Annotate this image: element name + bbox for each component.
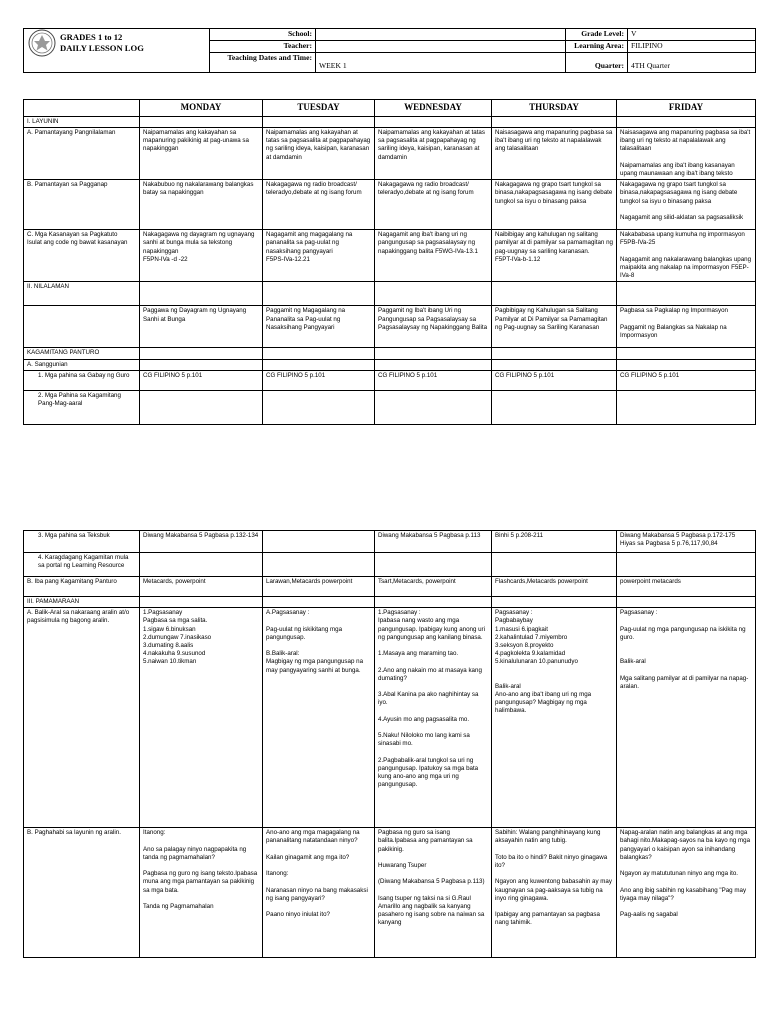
cell-tuesday: Naipamamalas ang kakayahan at tatas sa pagsasalita at pagpapahayag ng sariling ideya, kaisipan, karanasan at damdamin [263, 128, 375, 180]
page-2-rows [24, 531, 756, 958]
page-1-row [24, 370, 756, 390]
cell-wednesday: 1.Pagsasanay : Ipabasa nang wasto ang mga pangungusap. Ipabigay kung anong uri ng pangungusap ang kanilang binasa. 1.Masaya ang maraming tao. 2.Ano ang nakain mo at masaya kang dumating? 3.Abal Kanina pa ako naghihintay sa iyo. 4.Ayusin mo ang pagsasalita mo. 5.Naku! Niloloko mo lang kami sa sinasabi mo. 2.Pagbabalik-aral tungkol sa uri ng pangungusap. Ipatukoy sa mga bata kung ano-ano ang mga uri ng pangungusap. [375, 608, 492, 828]
deped-seal-logo [28, 29, 56, 57]
cell-tuesday [263, 597, 375, 608]
cell-thursday [492, 116, 617, 127]
page-2-row [24, 577, 756, 597]
page-2-row [24, 597, 756, 608]
cell-friday [617, 390, 756, 424]
quarter-value: 4TH Quarter [628, 53, 756, 73]
cell-tuesday: CG FILIPINO 5 p.101 [263, 370, 375, 390]
cell-wednesday: Diwang Makabansa 5 Pagbasa p.113 [375, 531, 492, 553]
grade-level-label: Grade Level: [566, 29, 628, 41]
cell-wednesday: Tsart,Metacards, powerpoint [375, 577, 492, 597]
cell-tuesday [263, 553, 375, 577]
cell-monday: Paggawa ng Dayagram ng Ugnayang Sanhi at Bunga [140, 306, 263, 348]
row-label: B. Iba pang Kagamitang Panturo [24, 577, 140, 597]
cell-tuesday [263, 531, 375, 553]
cell-tuesday: Larawan,Metacards powerpoint [263, 577, 375, 597]
lesson-log-page-2 [23, 530, 755, 958]
row-label: I. LAYUNIN [24, 116, 140, 127]
cell-friday: CG FILIPINO 5 p.101 [617, 370, 756, 390]
cell-thursday [492, 282, 617, 306]
cell-thursday [492, 553, 617, 577]
cell-wednesday: CG FILIPINO 5 p.101 [375, 370, 492, 390]
teacher-label: Teacher: [210, 41, 316, 53]
page-1-row [24, 348, 756, 359]
cell-friday: Nakababasa upang kumuha ng impormasyon F5PB-IVa-25 Nagagamit ang nakalarawang balangkas upang maipakita ang nakalap na impormasyon F5EP-IVa-8 [617, 230, 756, 282]
cell-thursday: Naibibigay ang kahulugan ng salitang pamilyar at di pamilyar sa pamamagitan ng pag-uugnay sa sariling karanasan. F5PT-IVa-b-1.12 [492, 230, 617, 282]
row-label: 1. Mga pahina sa Gabay ng Guro [24, 370, 140, 390]
cell-wednesday [375, 390, 492, 424]
cell-friday [617, 553, 756, 577]
day-wednesday: WEDNESDAY [375, 100, 492, 117]
cell-monday: Nakagagawa ng dayagram ng ugnayang sanhi at bunga mula sa tekstong napakinggan F5PN-IVa -d -22 [140, 230, 263, 282]
row-label: A. Balik-Aral sa nakaraang aralin at/o pagsisimula ng bagong aralin. [24, 608, 140, 828]
days-corner [24, 100, 140, 117]
header-table [23, 28, 756, 73]
cell-monday [140, 282, 263, 306]
cell-thursday: Pagbibigay ng Kahulugan sa Salitang Pamilyar at Di Pamilyar sa Pamamagitan ng Pag-uugnay sa Sariling Karanasan [492, 306, 617, 348]
learning-area-value: FILIPINO [628, 41, 756, 53]
cell-friday [617, 116, 756, 127]
cell-thursday: Naisasagawa ang mapanuring pagbasa sa iba't ibang uri ng teksto at napalalawak ang talasalitaan [492, 128, 617, 180]
cell-tuesday [263, 390, 375, 424]
cell-thursday [492, 597, 617, 608]
row-label: III. PAMAMARAAN [24, 597, 140, 608]
page-1-row [24, 306, 756, 348]
lesson-table-page-2 [23, 530, 756, 958]
school-value [316, 29, 566, 41]
cell-friday [617, 597, 756, 608]
cell-thursday [492, 359, 617, 370]
cell-tuesday: Nakagagawa ng radio broadcast/ teleradyo,debate at ng isang forum [263, 180, 375, 230]
header-brand [24, 29, 210, 73]
cell-monday: 1.Pagsasanay Pagbasa sa mga salita. 1.sigaw 6.binuksan 2.dumungaw 7.inasikaso 3.dumating 8.aalis 4.nakakuha 9.susunod 5.naiwan 10.tikman [140, 608, 263, 828]
cell-tuesday [263, 359, 375, 370]
cell-friday [617, 348, 756, 359]
row-label: 3. Mga pahina sa Teksbuk [24, 531, 140, 553]
day-friday: FRIDAY [617, 100, 756, 117]
cell-wednesday [375, 348, 492, 359]
cell-monday: Nakabubuo ng nakalarawang balangkas batay sa napakinggan [140, 180, 263, 230]
cell-thursday: Flashcards,Metacards powerpoint [492, 577, 617, 597]
page-1-row [24, 282, 756, 306]
cell-monday [140, 553, 263, 577]
cell-thursday: Pagsasanay : Pagbabaybay 1.masusi 6.ipagkait 2.kahalintulad 7.miyembro 3.seksyon 8.proyekto 4.pagkolekta 9.kalamidad 5.kinalulunaran 10.panunudyo Balik-aral Ano-ano ang iba't ibang uri ng mga pangungusap? Magbigay ng mga halimbawa. [492, 608, 617, 828]
cell-friday [617, 359, 756, 370]
row-label [24, 306, 140, 348]
cell-wednesday: Naipamamalas ang kakayahan at tatas sa pagsasalita at pagpapahayag ng sariling ideya, kaisipan, karanasan at damdamin [375, 128, 492, 180]
page-1-row [24, 116, 756, 127]
cell-thursday: CG FILIPINO 5 p.101 [492, 370, 617, 390]
cell-friday [617, 282, 756, 306]
cell-thursday: Sabihin: Walang panghihinayang kung aksayahin natin ang tubig. Toto ba ito o hindi? Bakit ninyo ginagawa ito? Ngayon ang kuwentong babasahin ay may kaugnayan sa pag-aaksaya sa tubig na inyo ring ginagawa. Ipabigay ang pamantayan sa pagbasa nang tahimik. [492, 828, 617, 958]
day-monday: MONDAY [140, 100, 263, 117]
row-label: B. Paghahabi sa layunin ng aralin. [24, 828, 140, 958]
cell-wednesday [375, 282, 492, 306]
cell-monday [140, 348, 263, 359]
page-1-row [24, 359, 756, 370]
teaching-dates-label: Teaching Dates and Time: [210, 53, 316, 73]
cell-friday: powerpoint metacards [617, 577, 756, 597]
cell-monday: Diwang Makabansa 5 Pagbasa p.132-134 [140, 531, 263, 553]
cell-wednesday [375, 553, 492, 577]
cell-thursday [492, 390, 617, 424]
lesson-log-page-1 [23, 28, 755, 425]
days-header-row [24, 100, 756, 117]
day-tuesday: TUESDAY [263, 100, 375, 117]
cell-monday: CG FILIPINO 5 p.101 [140, 370, 263, 390]
cell-monday: Metacards, powerpoint [140, 577, 263, 597]
row-label: KAGAMITANG PANTURO [24, 348, 140, 359]
row-label: II. NILALAMAN [24, 282, 140, 306]
cell-thursday: Binhi 5 p.208-211 [492, 531, 617, 553]
teaching-dates-value: WEEK 1 [316, 53, 566, 73]
cell-wednesday [375, 359, 492, 370]
document-title: GRADES 1 to 12 DAILY LESSON LOG [60, 32, 144, 53]
cell-monday [140, 597, 263, 608]
cell-friday: Nakagagawa ng grapo tsart tungkol sa binasa,nakapagsasagawa ng isang debate tungkol sa isyu o binasang paksa Nagagamit ang silid-aklatan sa pagsasaliksik [617, 180, 756, 230]
page-2-row [24, 608, 756, 828]
cell-tuesday: Ano-ano ang mga magagalang na pananalitang natatandaan ninyo? Kailan ginagamit ang mga ito? Itanong: Naranasan ninyo na bang makasaksi ng isang pangyayari? Paano ninyo iniulat ito? [263, 828, 375, 958]
page-1-row [24, 230, 756, 282]
cell-thursday: Nakagagawa ng grapo tsart tungkol sa binasa,nakapagsasagawa ng isang debate tungkol sa isyu o binasang paksa [492, 180, 617, 230]
cell-tuesday [263, 282, 375, 306]
day-thursday: THURSDAY [492, 100, 617, 117]
row-label: 2. Mga Pahina sa Kagamitang Pang-Mag-aaral [24, 390, 140, 424]
cell-thursday [492, 348, 617, 359]
row-label: A. Pamantayang Pangnilalaman [24, 128, 140, 180]
cell-tuesday: Paggamit ng Magagalang na Pananalita sa Pag-uulat ng Nasaksihang Pangyayari [263, 306, 375, 348]
cell-wednesday [375, 597, 492, 608]
page-2-row [24, 531, 756, 553]
cell-friday: Naisasagawa ang mapanuring pagbasa sa iba't ibang uri ng teksto at napalalawak ang talasalitaan Naipamamalas ang iba't ibang kasanayan upang maunawaan ang iba't ibang teksto [617, 128, 756, 180]
cell-monday [140, 359, 263, 370]
page-1-row [24, 390, 756, 424]
cell-wednesday: Pagbasa ng guro sa isang balita.Ipabasa ang pamantayan sa pakikinig. Huwarang Tsuper (Diwang Makabansa 5 Pagbasa p.113) Isang tsuper ng taksi na si G.Raul Amarillo ang nagbalik sa kanyang pasahero ng isang sobre na naiwan sa kanyang [375, 828, 492, 958]
row-label: C. Mga Kasanayan sa Pagkatuto Isulat ang code ng bawat kasanayan [24, 230, 140, 282]
cell-monday [140, 116, 263, 127]
page-2-row [24, 828, 756, 958]
row-label: A. Sanggunian [24, 359, 140, 370]
cell-monday: Itanong: Ano sa palagay ninyo nagpapakita ng tanda ng pagmamahalan? Pagbasa ng guro ng isang teksto.Ipabasa muna ang mga pamantayan sa pakikinig sa mga bata. Tanda ng Pagmamahalan [140, 828, 263, 958]
cell-tuesday [263, 348, 375, 359]
page-1-row [24, 180, 756, 230]
cell-tuesday: Nagagamit ang magagalang na pananalita sa pag-uulat ng nasaksihang pangyayari F5PS-IVa-12.21 [263, 230, 375, 282]
teacher-value [316, 41, 566, 53]
row-label: B. Pamantayan sa Pagganap [24, 180, 140, 230]
cell-wednesday: Nagagamit ang iba't ibang uri ng pangungusap sa pagsasalaysay ng napakinggang balita F5WG-IVa-13.1 [375, 230, 492, 282]
cell-friday: Pagsasanay : Pag-uulat ng mga pangungusap na iskikita ng guro. Balik-aral Mga salitang pamilyar at di pamilyar na napag-aralan. [617, 608, 756, 828]
page-2-row [24, 553, 756, 577]
cell-monday [140, 390, 263, 424]
cell-monday: Naipamamalas ang kakayahan sa mapanuring pakikinig at pag-unawa sa napakinggan [140, 128, 263, 180]
quarter-label: Quarter: [566, 53, 628, 73]
grade-level-value: V [628, 29, 756, 41]
page-1-rows [24, 116, 756, 424]
cell-tuesday: A.Pagsasanay : Pag-uulat ng iskikitang mga pangungusap. B.Balik-aral: Magbigay ng mga pangungusap na may pangyayaring sanhi at bunga. [263, 608, 375, 828]
cell-wednesday: Paggamit ng Iba't ibang Uri ng Pangungusap sa Pagsasalaysay sa Pagsasalaysay ng Napakinggang Balita [375, 306, 492, 348]
lesson-table-page-1 [23, 99, 756, 425]
page-1-row [24, 128, 756, 180]
cell-tuesday [263, 116, 375, 127]
cell-wednesday: Nakagagawa ng radio broadcast/ teleradyo,debate at ng isang forum [375, 180, 492, 230]
school-label: School: [210, 29, 316, 41]
cell-friday: Pagbasa sa Pagkalap ng Impormasyon Paggamit ng Balangkas sa Nakalap na Impormasyon [617, 306, 756, 348]
cell-friday: Diwang Makabansa 5 Pagbasa p.172-175 Hiyas sa Pagbasa 5 p.76,117,90,84 [617, 531, 756, 553]
cell-wednesday [375, 116, 492, 127]
cell-friday: Napag-aralan natin ang balangkas at ang mga bahagi nito.Makapag-sayos na ba kayo ng mga pangyayari o kaisipan ayon sa inihandang balangkas? Ngayon ay matututunan ninyo ang mga ito. Ano ang ibig sabihin ng kasabihang "Pag may tiyaga may nilaga"? Pag-aalis ng sagabal [617, 828, 756, 958]
row-label: 4. Karagdagang Kagamitan mula sa portal ng Learning Resource [24, 553, 140, 577]
learning-area-label: Learning Area: [566, 41, 628, 53]
